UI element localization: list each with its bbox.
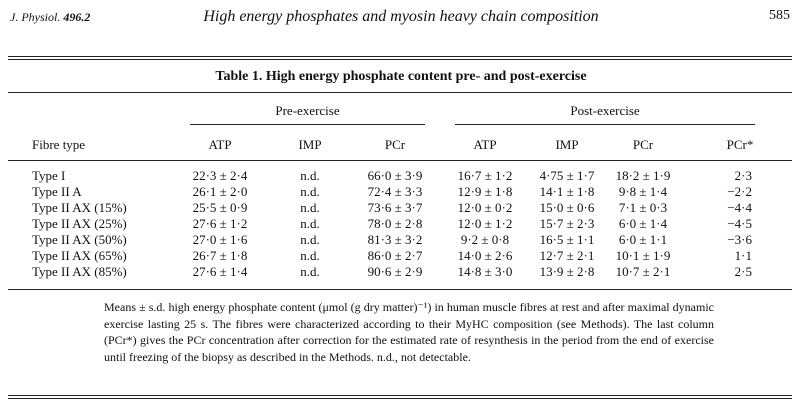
running-header-title: High energy phosphates and myosin heavy chain composition [203, 8, 599, 25]
cell-post-imp: 16·5 ± 1·1 [539, 232, 595, 247]
journal-name: J. Physiol. [10, 10, 61, 24]
cell-post-atp: 14·0 ± 2·6 [457, 248, 513, 263]
top-rule-2 [8, 59, 792, 60]
cell-pre-imp: n.d. [300, 232, 320, 247]
cell-post-imp: 4·75 ± 1·7 [539, 168, 595, 183]
col-header-post-pcr-corrected: PCr* [726, 137, 754, 152]
cell-fibre-type: Type II A [32, 184, 82, 199]
table-caption: Table 1. High energy phosphate content pre- and post-exercise [215, 69, 587, 84]
col-header-post-imp: IMP [555, 137, 579, 152]
header-rule [8, 160, 792, 161]
cell-pre-atp: 26·1 ± 2·0 [192, 184, 248, 199]
cell-pre-pcr: 72·4 ± 3·3 [367, 184, 423, 199]
cell-post-pcr: 6·0 ± 1·1 [618, 232, 668, 247]
cell-post-atp: 12·0 ± 0·2 [457, 200, 513, 215]
cell-pre-atp: 22·3 ± 2·4 [192, 168, 248, 183]
col-header-pre-imp: IMP [298, 137, 322, 152]
group-rule-post [455, 124, 755, 125]
cell-post-pcr: 10·7 ± 2·1 [615, 264, 671, 279]
cell-pre-imp: n.d. [300, 264, 320, 279]
col-header-pre-atp: ATP [208, 137, 232, 152]
cell-post-atp: 14·8 ± 3·0 [457, 264, 513, 279]
cell-pre-pcr: 78·0 ± 2·8 [367, 216, 423, 231]
cell-pre-pcr: 66·0 ± 3·9 [367, 168, 423, 183]
journal-volume: 496.2 [63, 10, 91, 24]
cell-pre-imp: n.d. [300, 200, 320, 215]
cell-post-imp: 12·7 ± 2·1 [539, 248, 595, 263]
cell-pre-atp: 25·5 ± 0·9 [192, 200, 248, 215]
col-header-post-atp: ATP [473, 137, 497, 152]
cell-pre-pcr: 73·6 ± 3·7 [367, 200, 423, 215]
group-header-pre: Pre-exercise [275, 103, 340, 118]
cell-fibre-type: Type I [32, 168, 66, 183]
cell-post-atp: 12·9 ± 1·8 [457, 184, 513, 199]
cell-fibre-type: Type II AX (50%) [32, 232, 127, 247]
cell-post-pcr: 18·2 ± 1·9 [615, 168, 671, 183]
group-rule-pre [190, 124, 425, 125]
group-header-post: Post-exercise [570, 103, 640, 118]
cell-post-pcr: 9·8 ± 1·4 [618, 184, 668, 199]
col-header-fibre-type: Fibre type [32, 137, 86, 152]
caption-rule [8, 92, 792, 93]
cell-post-imp: 13·9 ± 2·8 [539, 264, 595, 279]
cell-post-pcr-corrected: 2·3 [734, 168, 752, 183]
cell-post-imp: 15·7 ± 2·3 [539, 216, 595, 231]
cell-pre-pcr: 86·0 ± 2·7 [367, 248, 423, 263]
cell-fibre-type: Type II AX (65%) [32, 248, 127, 263]
top-rule-1 [8, 56, 792, 57]
cell-post-imp: 14·1 ± 1·8 [539, 184, 595, 199]
cell-pre-atp: 26·7 ± 1·8 [192, 248, 248, 263]
cell-fibre-type: Type II AX (85%) [32, 264, 127, 279]
bottom-rule-1 [8, 395, 792, 396]
table-footnote: Means ± s.d. high energy phosphate content (μmol (g dry matter)⁻¹) in human muscle fibres at rest and after maximal dynamic exercise lasting 25 s. The fibres were characterized according to their MyHC composition (see Methods). The last column (PCr*) gives the PCr concentration after correction for the estimated rate of resynthesis in the period from the end of exercise until freezing of the biopsy as described in the Methods. n.d., not detectable. [104, 300, 714, 364]
cell-pre-pcr: 81·3 ± 3·2 [367, 232, 423, 247]
cell-post-pcr-corrected: −4·4 [727, 200, 752, 215]
cell-pre-imp: n.d. [300, 168, 320, 183]
cell-post-pcr: 7·1 ± 0·3 [618, 200, 668, 215]
cell-post-pcr: 10·1 ± 1·9 [615, 248, 671, 263]
cell-post-pcr-corrected: −3·6 [727, 232, 752, 247]
cell-post-imp: 15·0 ± 0·6 [539, 200, 595, 215]
cell-post-pcr-corrected: 1·1 [734, 248, 752, 263]
cell-post-atp: 16·7 ± 1·2 [457, 168, 513, 183]
cell-fibre-type: Type II AX (25%) [32, 216, 127, 231]
bottom-rule-2 [8, 398, 792, 399]
cell-pre-atp: 27·0 ± 1·6 [192, 232, 248, 247]
cell-pre-atp: 27·6 ± 1·4 [192, 264, 248, 279]
col-header-post-pcr: PCr [632, 137, 654, 152]
cell-fibre-type: Type II AX (15%) [32, 200, 127, 215]
cell-post-atp: 12·0 ± 1·2 [457, 216, 513, 231]
cell-pre-imp: n.d. [300, 248, 320, 263]
cell-post-pcr: 6·0 ± 1·4 [618, 216, 668, 231]
cell-pre-atp: 27·6 ± 1·2 [192, 216, 248, 231]
cell-post-pcr-corrected: −2·2 [727, 184, 752, 199]
col-header-pre-pcr: PCr [384, 137, 406, 152]
cell-post-pcr-corrected: −4·5 [727, 216, 752, 231]
cell-post-atp: 9·2 ± 0·8 [460, 232, 510, 247]
cell-pre-pcr: 90·6 ± 2·9 [367, 264, 423, 279]
cell-pre-imp: n.d. [300, 184, 320, 199]
body-rule [8, 289, 792, 290]
cell-pre-imp: n.d. [300, 216, 320, 231]
page-number: 585 [769, 8, 790, 23]
cell-post-pcr-corrected: 2·5 [734, 264, 752, 279]
